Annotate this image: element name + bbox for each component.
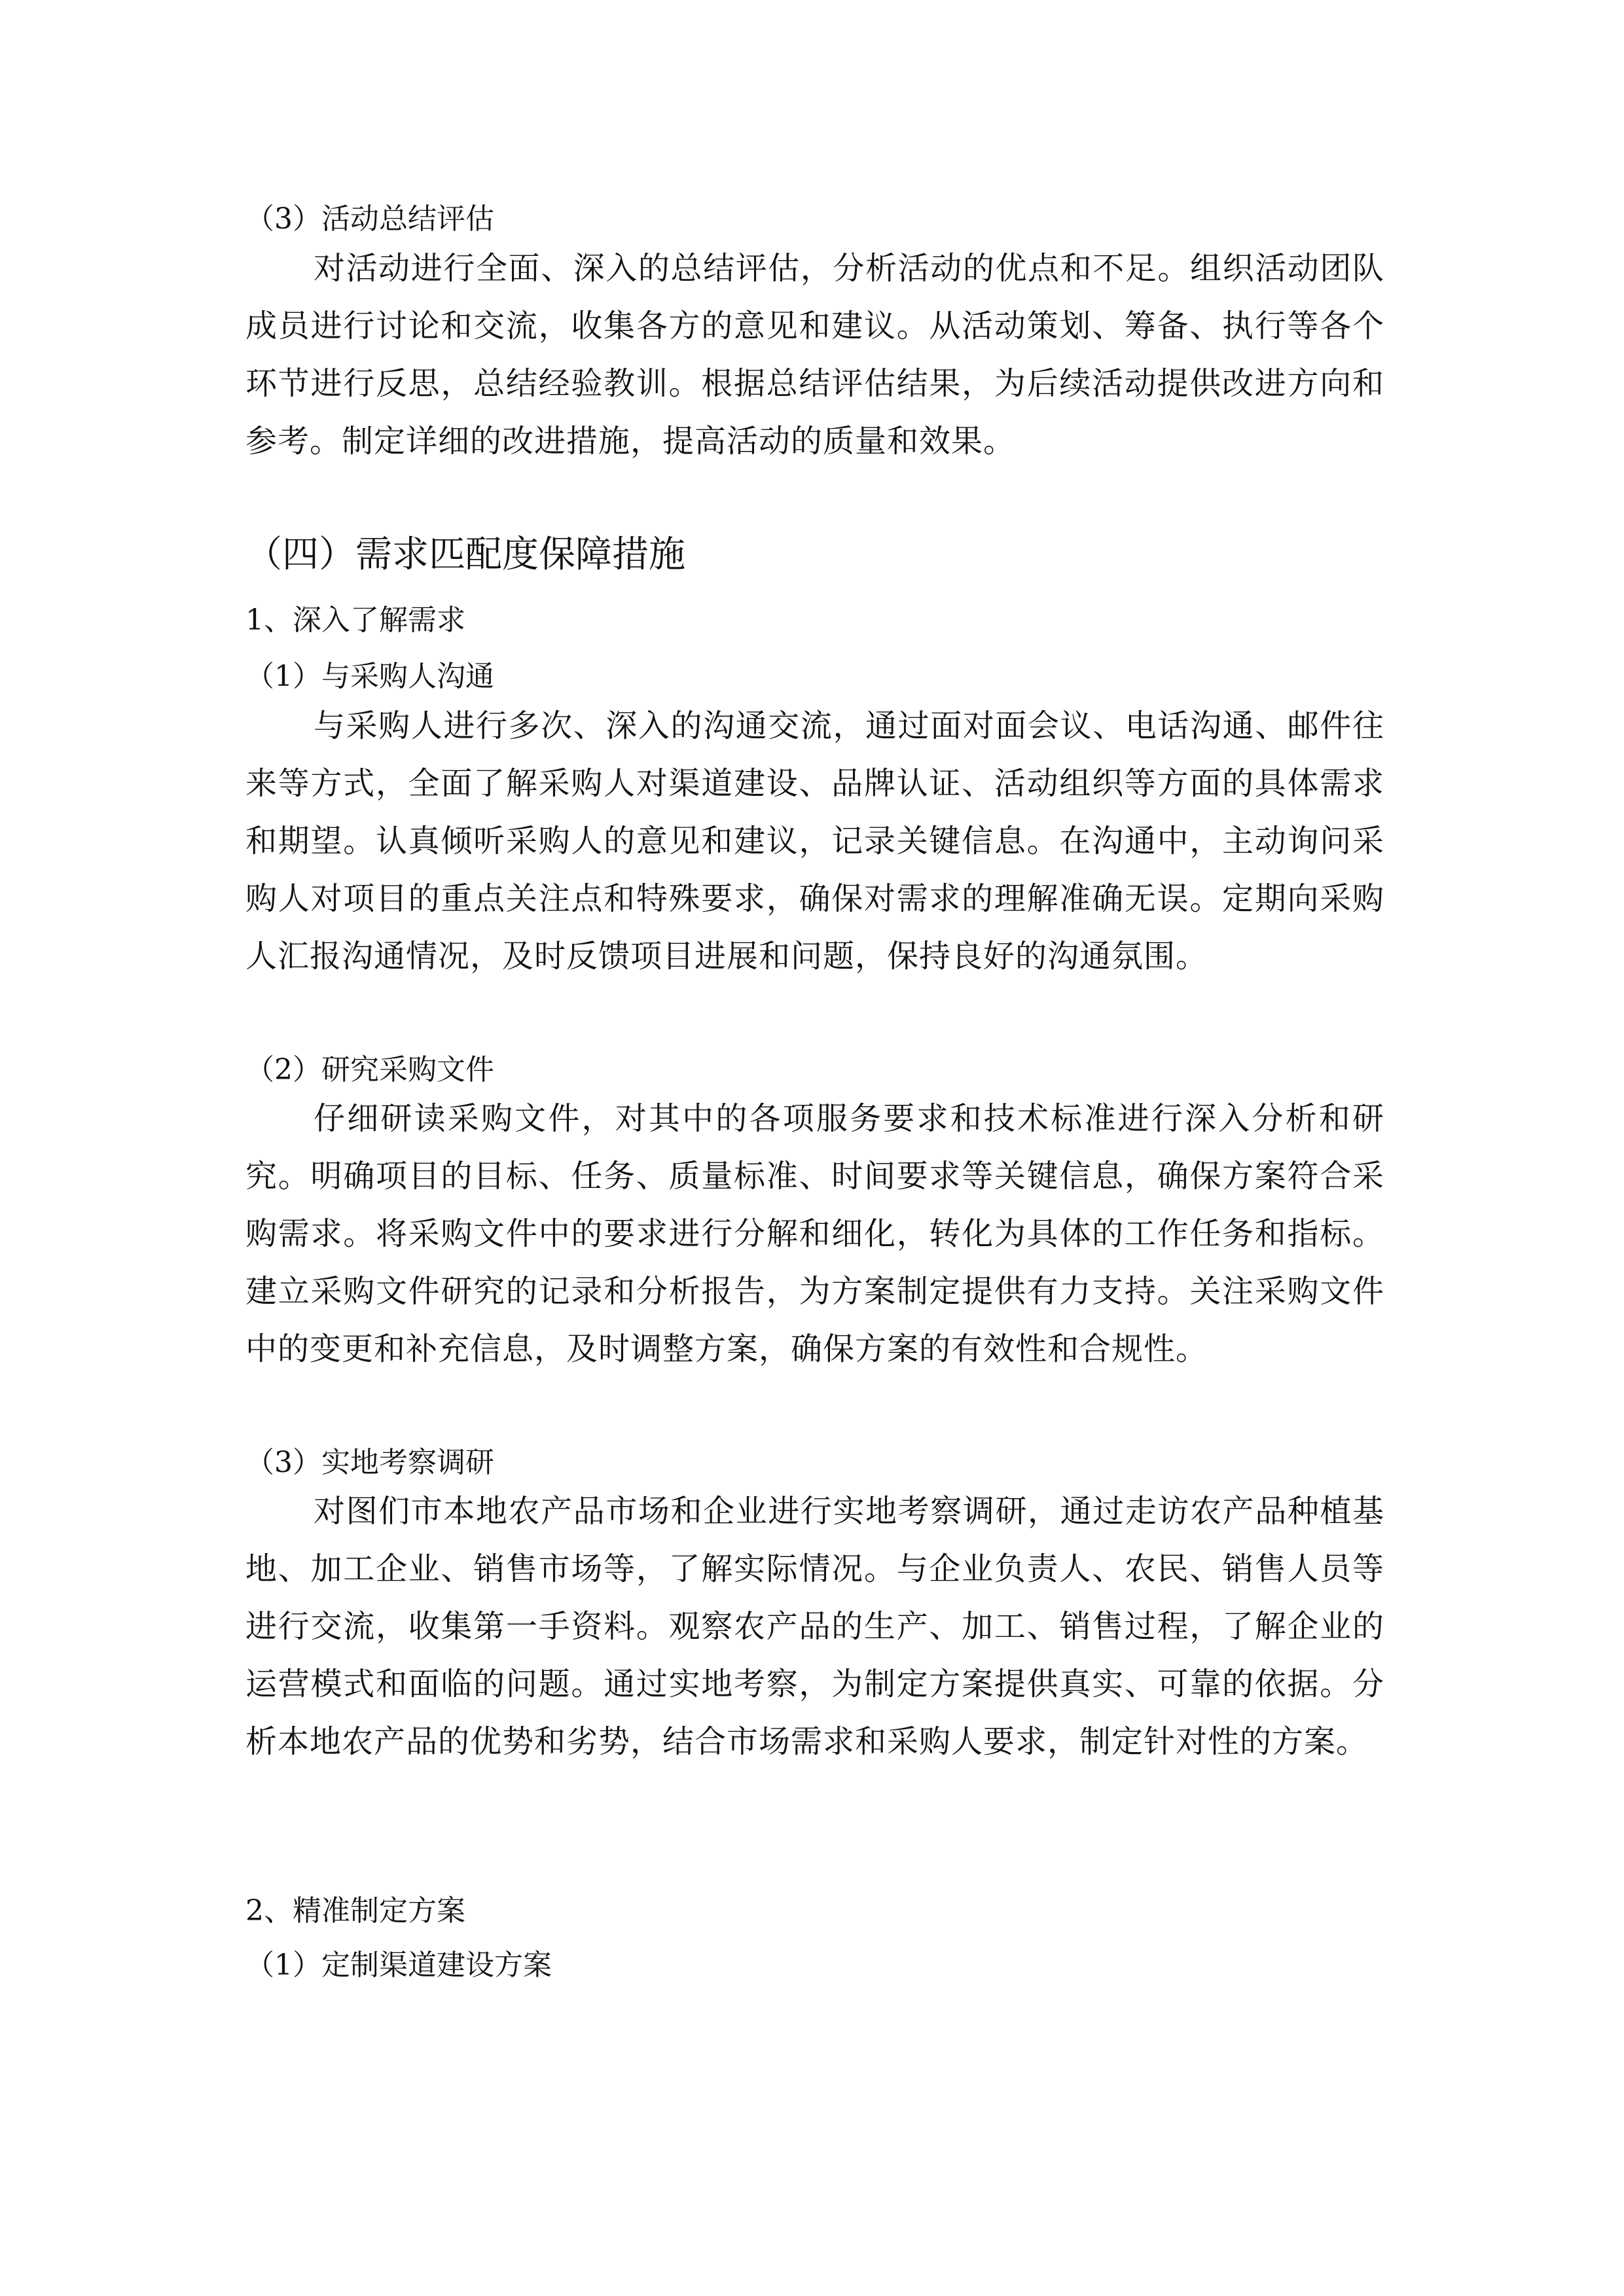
study-procurement-docs-paragraph: 仔细研读采购文件，对其中的各项服务要求和技术标准进行深入分析和研究。明确项目的目标、任务、质量标准、时间要求等关键信息，确保方案符合采购需求。将采购文件中的要求进行分解和细化，转化为具体的工作任务和指标。建立采购文件研究的记录和分析报告，为方案制定提供有力支持。关注采购文件中的变更和补充信息，及时调整方案，确保方案的有效性和合规性。 [245, 1100, 1384, 1367]
item-3-field-investigation-title: （3）实地考察调研 [245, 1446, 494, 1479]
section-4-demand-match-heading: （四）需求匹配度保障措施 [245, 533, 685, 576]
section-3-activity-summary-title: （3）活动总结评估 [245, 202, 494, 236]
subsection-1-understand-needs-title: 1、深入了解需求 [245, 603, 465, 637]
item-1-channel-plan-title: （1）定制渠道建设方案 [245, 1948, 552, 1982]
field-investigation-paragraph: 对图们市本地农产品市场和企业进行实地考察调研，通过走访农产品种植基地、加工企业、销售市场等，了解实际情况。与企业负责人、农民、销售人员等进行交流，收集第一手资料。观察农产品的生产、加工、销售过程，了解企业的运营模式和面临的问题。通过实地考察，为制定方案提供真实、可靠的依据。分析本地农产品的优势和劣势，结合市场需求和采购人要求，制定针对性的方案。 [245, 1493, 1384, 1760]
item-2-study-procurement-docs-title: （2）研究采购文件 [245, 1053, 494, 1086]
subsection-2-precise-plan-title: 2、精准制定方案 [245, 1894, 465, 1928]
item-1-communicate-purchaser-title: （1）与采购人沟通 [245, 660, 494, 693]
activity-summary-paragraph: 对活动进行全面、深入的总结评估，分析活动的优点和不足。组织活动团队成员进行讨论和交流，收集各方的意见和建议。从活动策划、筹备、执行等各个环节进行反思，总结经验教训。根据总结评估结果，为后续活动提供改进方向和参考。制定详细的改进措施，提高活动的质量和效果。 [245, 250, 1384, 459]
communicate-purchaser-paragraph: 与采购人进行多次、深入的沟通交流，通过面对面会议、电话沟通、邮件往来等方式，全面了解采购人对渠道建设、品牌认证、活动组织等方面的具体需求和期望。认真倾听采购人的意见和建议，记录关键信息。在沟通中，主动询问采购人对项目的重点关注点和特殊要求，确保对需求的理解准确无误。定期向采购人汇报沟通情况，及时反馈项目进展和问题，保持良好的沟通氛围。 [245, 708, 1384, 975]
